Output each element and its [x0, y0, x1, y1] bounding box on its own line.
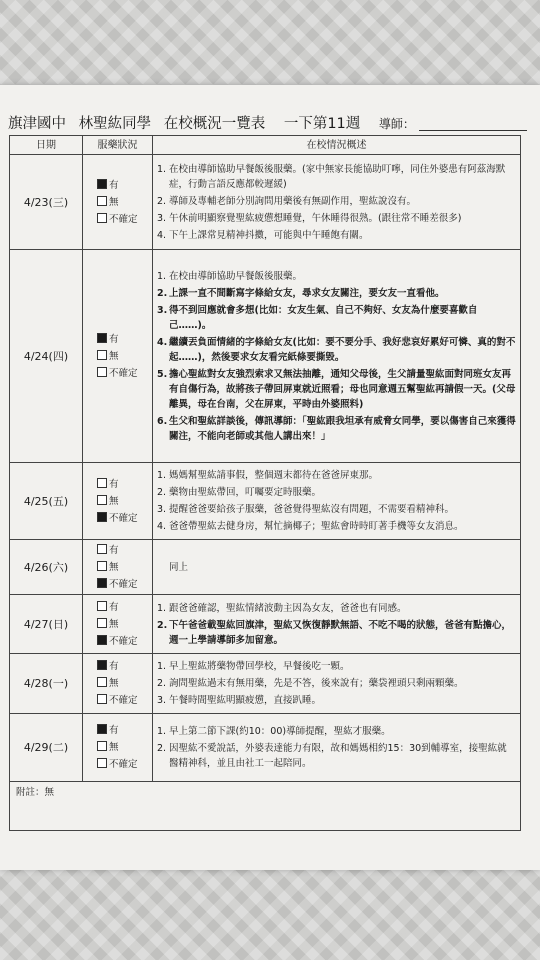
item-text: 跟爸爸確認，聖紘情緒波動主因為女友，爸爸也有同感。 — [169, 602, 407, 614]
item-text: 繼續丟負面情緒的字條給女友(比如：要不要分手、我好悲哀好累好可憐、真的對不起……)，然後要求女友看完紙條要撕毀。 — [169, 336, 516, 363]
option-label: 不確定 — [109, 635, 138, 647]
option-label: 無 — [109, 350, 119, 362]
item-text: 媽媽幫聖紘請事假，整個週末都待在爸爸屏東那。 — [169, 470, 379, 481]
item-text: 導師及專輔老師分別詢問用藥後有無副作用，聖紘說沒有。 — [169, 195, 417, 207]
date-column-header: 日期 — [10, 136, 83, 155]
item-text: 在校由導師協助早餐飯後服藥。 — [169, 270, 303, 282]
status-item — [157, 485, 516, 500]
item-number: 4. — [157, 521, 167, 532]
item-text: 得不到回應就會多想(比如：女友生氣、自己不夠好、女友為什麼要喜歡自己……)。 — [169, 304, 478, 331]
option-label: 不確定 — [109, 578, 138, 590]
item-number: 2. — [157, 743, 167, 754]
status-column-header: 在校情況概述 — [153, 136, 521, 155]
medication-option-yes — [97, 331, 151, 348]
checked-checkbox — [97, 578, 107, 588]
row-date: 4/25(五) — [10, 463, 83, 540]
status-item — [157, 659, 516, 674]
status-item — [157, 414, 516, 444]
option-label: 有 — [109, 333, 119, 345]
option-label: 不確定 — [109, 695, 138, 706]
week-label: 一下第11週 — [283, 116, 361, 132]
status-item — [157, 303, 516, 333]
row-date: 4/23(三) — [10, 155, 83, 250]
option-label: 有 — [109, 601, 119, 613]
item-number: 2. — [157, 487, 167, 498]
medication-option-no — [97, 194, 151, 211]
medication-option-yes — [97, 658, 151, 675]
empty-checkbox — [97, 367, 107, 377]
medication-option-unsure — [97, 633, 151, 650]
empty-checkbox — [97, 677, 107, 687]
item-number: 2. — [157, 195, 167, 207]
medication-option-no — [97, 348, 151, 365]
teacher-label: 導師： — [378, 117, 415, 131]
medication-option-unsure — [97, 211, 151, 228]
medication-options — [83, 595, 153, 654]
item-number: 3. — [157, 695, 167, 706]
medication-option-no — [97, 493, 151, 510]
status-description — [153, 595, 521, 654]
option-label: 有 — [109, 179, 119, 191]
empty-checkbox — [97, 618, 107, 628]
checked-checkbox — [97, 635, 107, 645]
medication-options — [83, 155, 153, 250]
status-item — [157, 335, 516, 365]
student-name: 林聖紘同學 — [78, 116, 152, 132]
table-title: 在校概況一覽表 — [163, 116, 266, 132]
row-date: 4/28(一) — [10, 654, 83, 714]
item-text: 在校由導師協助早餐飯後服藥。(家中無家長能協助叮嚀，同住外婆患有阿茲海默症，行動言語反應都較遲緩) — [169, 163, 506, 190]
empty-checkbox — [97, 478, 107, 488]
item-number: 3. — [157, 504, 167, 515]
status-item — [157, 741, 516, 771]
medication-option-unsure — [97, 692, 151, 709]
teacher-signature-line — [419, 130, 527, 131]
option-label: 無 — [109, 196, 119, 208]
row-date: 4/24(四) — [10, 250, 83, 463]
medication-option-yes — [97, 722, 151, 739]
item-text: 藥物由聖紘帶回，叮囑要定時服藥。 — [169, 487, 322, 498]
option-label: 不確定 — [109, 759, 138, 770]
table-header-row — [10, 136, 521, 155]
document-title — [8, 112, 528, 133]
status-item — [157, 693, 516, 708]
medication-option-unsure — [97, 576, 151, 593]
empty-checkbox — [97, 350, 107, 360]
medication-options — [83, 250, 153, 463]
option-label: 無 — [109, 495, 119, 507]
item-number: 6. — [157, 415, 168, 427]
item-number: 4. — [157, 229, 167, 241]
table-row — [10, 250, 521, 463]
item-number: 2. — [157, 619, 168, 631]
checked-checkbox — [97, 512, 107, 522]
school-name: 旗津國中 — [8, 116, 66, 132]
checked-checkbox — [97, 660, 107, 670]
item-number: 1. — [157, 163, 167, 175]
empty-checkbox — [97, 741, 107, 751]
empty-checkbox — [97, 694, 107, 704]
table-row — [10, 155, 521, 250]
empty-checkbox — [97, 544, 107, 554]
empty-checkbox — [97, 601, 107, 611]
status-item — [157, 601, 516, 616]
option-label: 有 — [109, 478, 119, 490]
table-row — [10, 463, 521, 540]
medication-option-yes — [97, 542, 151, 559]
option-label: 無 — [109, 618, 119, 630]
row-date: 4/27(日) — [10, 595, 83, 654]
empty-checkbox — [97, 561, 107, 571]
item-number: 5. — [157, 368, 168, 380]
item-number: 3. — [157, 212, 167, 224]
medication-options — [83, 714, 153, 782]
medication-option-no — [97, 559, 151, 576]
medication-option-unsure — [97, 756, 151, 773]
empty-checkbox — [97, 495, 107, 505]
checked-checkbox — [97, 179, 107, 189]
status-item — [157, 194, 516, 209]
medication-option-no — [97, 675, 151, 692]
status-item — [157, 211, 516, 226]
status-description — [153, 463, 521, 540]
item-number: 1. — [157, 470, 167, 481]
medication-option-yes — [97, 476, 151, 493]
option-label: 有 — [109, 661, 119, 672]
status-item — [157, 468, 516, 483]
empty-checkbox — [97, 196, 107, 206]
item-text: 擔心聖紘對女友強烈索求又無法抽離，通知父母後，生父請量聖紘面對同班女友再有自傷行為，故將孩子帶回屏東就近照看；母也同意週五幫聖紘再請假一天。(父母離異，母在台南，父在屏東，平時由外婆照料) — [169, 368, 516, 410]
item-text: 同上 — [169, 561, 189, 573]
item-number: 3. — [157, 304, 168, 316]
option-label: 不確定 — [109, 367, 138, 379]
table-row — [10, 540, 521, 595]
status-item — [157, 228, 516, 243]
row-date: 4/26(六) — [10, 540, 83, 595]
empty-checkbox — [97, 213, 107, 223]
item-text: 因聖紘不愛說話，外婆表達能力有限，故和媽媽相約15：30到輔導室，接聖紘就醫精神科，並且由社工一起陪同。 — [169, 743, 507, 769]
row-date: 4/29(二) — [10, 714, 83, 782]
status-item — [157, 724, 516, 739]
item-text: 下午上課常見精神抖擻，可能與中午睡飽有關。 — [169, 229, 369, 241]
option-label: 有 — [109, 544, 119, 556]
medication-option-yes — [97, 599, 151, 616]
status-item — [157, 618, 516, 648]
option-label: 不確定 — [109, 213, 138, 225]
status-item — [157, 286, 516, 301]
option-label: 無 — [109, 561, 119, 573]
item-text: 上課一直不間斷寫字條給女友，尋求女友關注，要女友一直看他。 — [169, 287, 445, 299]
item-text: 午休前明顯察覺聖紘疲憊想睡覺，午休睡得很熟。(跟往常不睡差很多) — [169, 212, 462, 224]
status-description — [153, 250, 521, 463]
medication-option-unsure — [97, 510, 151, 527]
status-table — [9, 135, 521, 831]
item-number: 1. — [157, 602, 167, 614]
item-number: 2. — [157, 678, 167, 689]
status-item — [157, 367, 516, 412]
option-label: 無 — [109, 742, 119, 753]
item-text: 午餐時間聖紘明顯疲憊，直接趴睡。 — [169, 695, 322, 706]
medication-option-no — [97, 739, 151, 756]
item-text: 爸爸帶聖紘去健身房，幫忙摘椰子；聖紘會時時盯著手機等女友消息。 — [169, 521, 464, 532]
table-row — [10, 595, 521, 654]
status-item — [157, 162, 516, 192]
option-label: 無 — [109, 678, 119, 689]
medication-options — [83, 654, 153, 714]
status-item — [157, 519, 516, 534]
status-description — [153, 714, 521, 782]
item-text: 早上聖紘將藥物帶回學校，早餐後吃一顆。 — [169, 661, 350, 672]
item-text: 詢問聖紘過末有無用藥，先是不答，後來說有；藥袋裡頭只剩兩顆藥。 — [169, 678, 464, 689]
item-number: 1. — [157, 726, 167, 737]
empty-checkbox — [97, 758, 107, 768]
status-item — [157, 502, 516, 517]
status-description — [153, 155, 521, 250]
status-item — [157, 676, 516, 691]
status-description — [153, 540, 521, 595]
note-row — [10, 782, 521, 831]
checked-checkbox — [97, 724, 107, 734]
item-text: 生父和聖紘詳談後，傳訊導師：「聖紘跟我坦承有威脅女同學，要以傷害自己來獲得關注，不能向老師或其他人講出來！」 — [169, 415, 516, 442]
medication-option-no — [97, 616, 151, 633]
status-item — [157, 560, 516, 575]
status-item — [157, 269, 516, 284]
item-number: 1. — [157, 661, 167, 672]
medication-option-yes — [97, 177, 151, 194]
medication-column-header: 服藥狀況 — [83, 136, 153, 155]
option-label: 不確定 — [109, 512, 138, 524]
item-text: 下午爸爸載聖紘回旗津，聖紘又恢復靜默無語、不吃不喝的狀態，爸爸有點擔心，週一上學請導師多加留意。 — [169, 619, 512, 646]
item-text: 提醒爸爸要給孩子服藥，爸爸覺得聖紘沒有問題，不需要看精神科。 — [169, 504, 455, 515]
medication-options — [83, 540, 153, 595]
medication-options — [83, 463, 153, 540]
medication-option-unsure — [97, 365, 151, 382]
item-number: 4. — [157, 336, 168, 348]
item-number: 1. — [157, 270, 167, 282]
table-row — [10, 714, 521, 782]
item-number: 2. — [157, 287, 168, 299]
table-row — [10, 654, 521, 714]
note-text: 附註：無 — [10, 782, 521, 831]
checked-checkbox — [97, 333, 107, 343]
item-text: 早上第二節下課(約10：00)導師提醒，聖紘才服藥。 — [169, 726, 391, 737]
status-description — [153, 654, 521, 714]
option-label: 有 — [109, 725, 119, 736]
